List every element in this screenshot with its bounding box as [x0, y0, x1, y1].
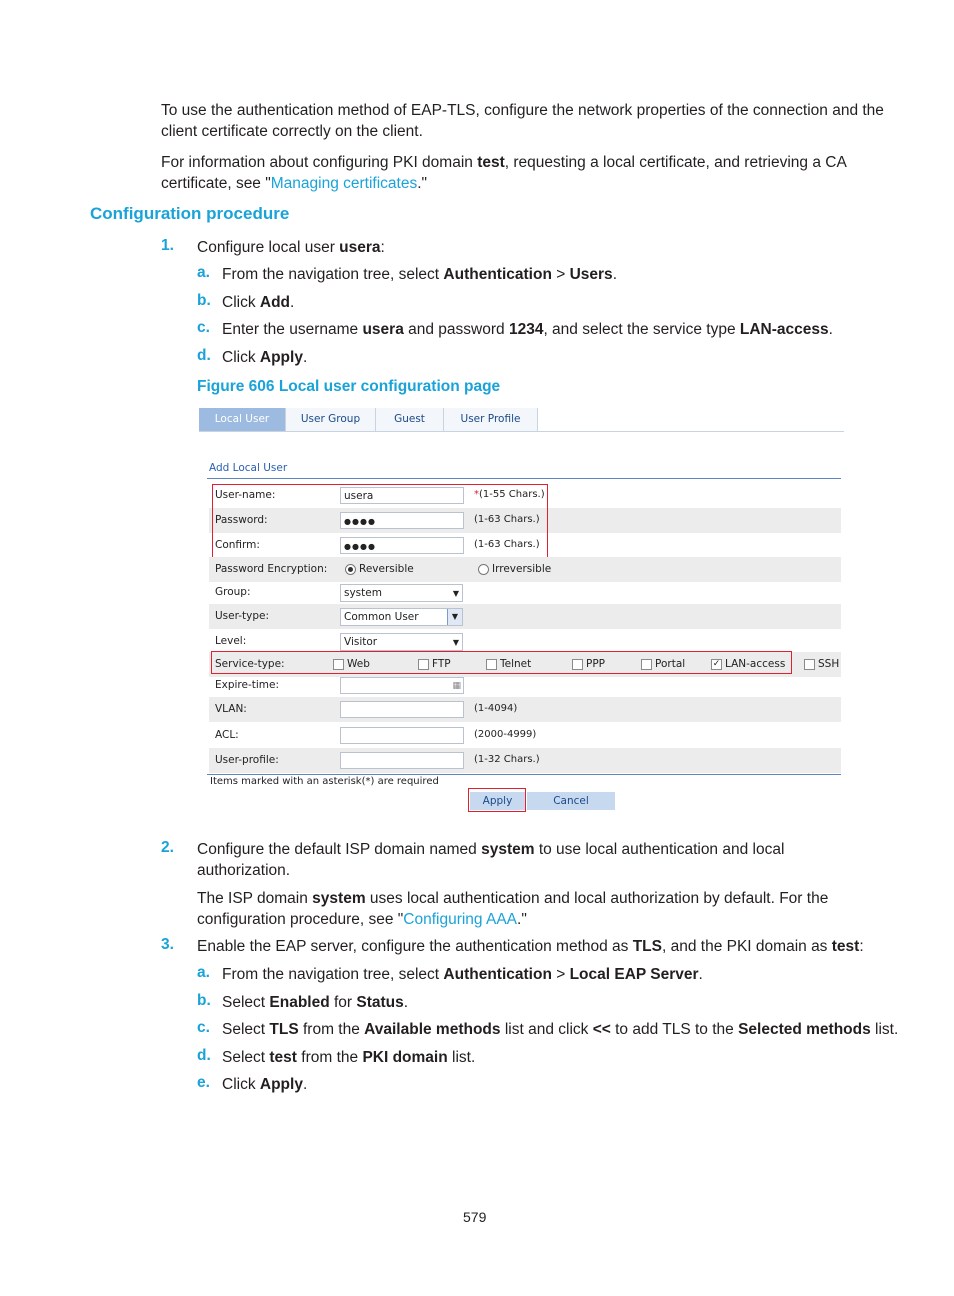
substep-letter: d.	[197, 347, 211, 364]
substep-letter: b.	[197, 292, 211, 309]
substep-text: Select Enabled for Status.	[222, 994, 409, 1011]
divider	[207, 478, 841, 479]
step-text: Enable the EAP server, configure the authentication method as TLS, and the PKI domain as test:	[197, 938, 864, 955]
servicetype-label: Service-type:	[215, 658, 285, 670]
username-input[interactable]: usera	[340, 487, 464, 504]
tab-user-profile[interactable]: User Profile	[444, 408, 538, 431]
userprofile-input[interactable]	[340, 752, 464, 769]
substep-letter: b.	[197, 992, 211, 1009]
encryption-label: Password Encryption:	[215, 563, 328, 575]
tab-local-user[interactable]: Local User	[199, 408, 286, 431]
dropdown-arrow-icon: ▼	[447, 609, 462, 625]
ssh-label: SSH	[818, 658, 840, 670]
step-number: 3.	[161, 936, 174, 953]
step-text: The ISP domain system uses local authentication and local authorization by default. For the	[197, 890, 829, 907]
ppp-label: PPP	[586, 658, 605, 670]
acl-label: ACL:	[215, 729, 239, 741]
intro-line: client certificate correctly on the client.	[161, 123, 423, 140]
confirm-input[interactable]: ●●●●	[340, 537, 464, 554]
lan-access-checkbox[interactable]: ✓	[712, 659, 721, 669]
substep-letter: a.	[197, 964, 210, 981]
highlight-box	[211, 651, 792, 674]
step-number: 2.	[161, 839, 174, 856]
vlan-label: VLAN:	[215, 703, 247, 715]
password-label: Password:	[215, 514, 268, 526]
intro-line: To use the authentication method of EAP-TLS, configure the network properties of the connection and the	[161, 102, 884, 119]
expire-input[interactable]	[340, 677, 464, 694]
lan-access-label: LAN-access	[725, 658, 786, 670]
level-label: Level:	[215, 635, 247, 647]
step-text: configuration procedure, see "Configuring AAA."	[197, 911, 527, 928]
cancel-button[interactable]: Cancel	[527, 792, 615, 810]
substep-text: Click Add.	[222, 294, 295, 311]
username-hint: *(1-55 Chars.)	[474, 489, 545, 500]
usertype-row	[209, 604, 841, 629]
reversible-label: Reversible	[359, 563, 414, 575]
intro-line: For information about configuring PKI domain test, requesting a local certificate, and retrieving a CA	[161, 154, 847, 171]
expire-row	[209, 673, 841, 698]
acl-hint: (2000-4999)	[474, 729, 537, 740]
step-number: 1.	[161, 237, 174, 254]
portal-label: Portal	[655, 658, 686, 670]
highlight-box	[212, 484, 548, 558]
encryption-row	[209, 557, 841, 582]
tab-guest[interactable]: Guest	[376, 408, 444, 431]
telnet-label: Telnet	[500, 658, 532, 670]
userprofile-row	[209, 748, 841, 773]
acl-row	[209, 723, 841, 748]
ssh-checkbox[interactable]	[804, 659, 815, 670]
tab-user-group[interactable]: User Group	[286, 408, 376, 431]
web-label: Web	[347, 658, 370, 670]
section-heading: Configuration procedure	[90, 204, 290, 223]
highlight-box	[468, 788, 526, 812]
substep-letter: d.	[197, 1047, 211, 1064]
usertype-select[interactable]: Common User ▼	[340, 608, 463, 626]
confirm-label: Confirm:	[215, 539, 260, 551]
divider	[207, 774, 841, 775]
group-label: Group:	[215, 586, 251, 598]
username-label: User-name:	[215, 489, 276, 501]
step-text: authorization.	[197, 862, 291, 879]
acl-input[interactable]	[340, 727, 464, 744]
page-number: 579	[463, 1209, 487, 1225]
required-note: Items marked with an asterisk(*) are required	[210, 776, 439, 787]
substep-text: From the navigation tree, select Authentication > Local EAP Server.	[222, 966, 703, 983]
substep-letter: a.	[197, 264, 210, 281]
substep-letter: e.	[197, 1074, 210, 1091]
substep-text: Click Apply.	[222, 349, 308, 366]
dropdown-arrow-icon: ▼	[452, 589, 459, 598]
calendar-icon[interactable]: ▦	[452, 681, 461, 691]
intro-line: certificate, see "Managing certificates."	[161, 175, 428, 192]
userprofile-hint: (1-32 Chars.)	[474, 754, 540, 765]
group-select[interactable]: system ▼	[340, 584, 463, 602]
substep-letter: c.	[197, 1019, 210, 1036]
substep-letter: c.	[197, 319, 210, 336]
tab-bar	[199, 408, 844, 432]
local-user-config-figure	[199, 408, 844, 814]
password-input[interactable]: ●●●●	[340, 512, 464, 529]
irreversible-radio[interactable]	[478, 564, 489, 575]
substep-text: Enter the username usera and password 1234, and select the service type LAN-access.	[222, 321, 833, 338]
add-local-user-title: Add Local User	[209, 462, 288, 474]
vlan-row	[209, 697, 841, 722]
step-text: Configure local user usera:	[197, 239, 385, 256]
usertype-label: User-type:	[215, 610, 270, 622]
dropdown-arrow-icon: ▼	[452, 638, 459, 647]
irreversible-label: Irreversible	[492, 563, 552, 575]
level-select[interactable]: Visitor ▼	[340, 633, 463, 651]
substep-text: Click Apply.	[222, 1076, 308, 1093]
ftp-label: FTP	[432, 658, 451, 670]
group-row	[209, 580, 841, 605]
substep-text: Select TLS from the Available methods list and click << to add TLS to the Selected methods list.	[222, 1021, 899, 1038]
vlan-hint: (1-4094)	[474, 703, 518, 714]
password-hint: (1-63 Chars.)	[474, 514, 540, 525]
step-text: Configure the default ISP domain named system to use local authentication and local	[197, 841, 785, 858]
userprofile-label: User-profile:	[215, 754, 279, 766]
vlan-input[interactable]	[340, 701, 464, 718]
configuring-aaa-link[interactable]: Configuring AAA	[403, 911, 518, 928]
managing-certificates-link[interactable]: Managing certificates	[270, 175, 418, 192]
expire-label: Expire-time:	[215, 679, 280, 691]
apply-button[interactable]: Apply	[470, 792, 525, 810]
substep-text: Select test from the PKI domain list.	[222, 1049, 476, 1066]
substep-text: From the navigation tree, select Authentication > Users.	[222, 266, 617, 283]
reversible-radio[interactable]	[345, 564, 356, 575]
figure-caption: Figure 606 Local user configuration page	[197, 378, 501, 395]
confirm-hint: (1-63 Chars.)	[474, 539, 540, 550]
